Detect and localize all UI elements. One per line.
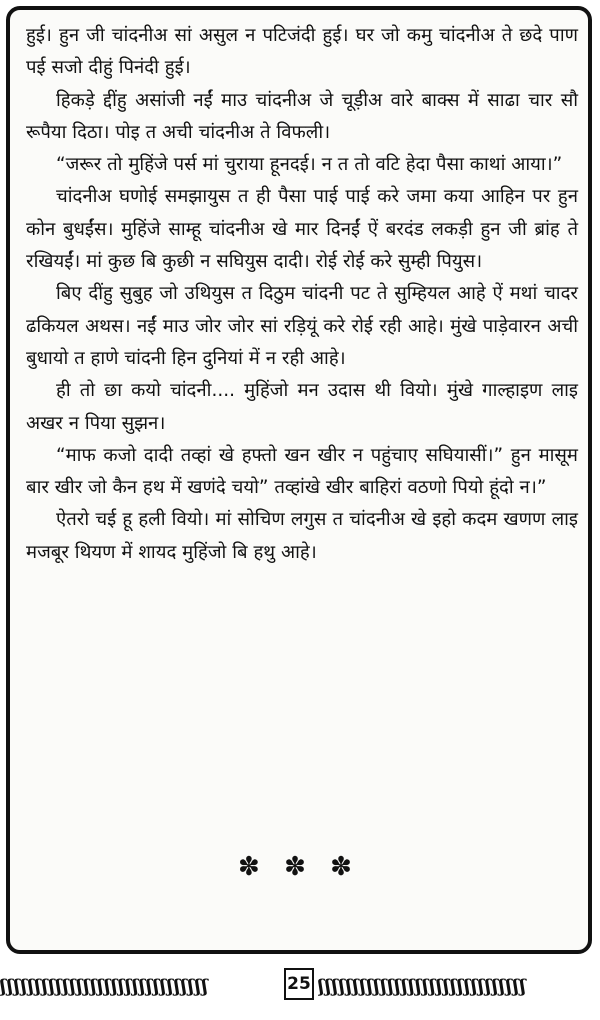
paragraph: चांदनीअ घणोई समझायुस त ही पैसा पाई पाई करे जमा कया आहिन पर हुन कोन बुधईंस। मुहिंजे साम्हू चांदनीअ खे मार दिनईं ऐं बरदंड लकड़ी हुन जी ब्रांह ते रखियईं। मां कुछ बि कुछी न सघियुस दादी। रोई रोई करे सुम्ही पियुस। bbox=[26, 186, 578, 273]
page-frame bbox=[6, 6, 592, 954]
paragraph: ही तो छा कयो चांदनी.... मुहिंजो मन उदास थी वियो। मुंखे गाल्हाइण लाइ अखर न पिया सुझन। bbox=[26, 380, 578, 434]
section-divider-icon: ✽ ✽ ✽ bbox=[238, 852, 360, 882]
paragraph: हुई। हुन जी चांदनीअ सां असुल न पटिजंदी हुई। घर जो कमु चांदनीअ ते छदे पाण पई सजो दीहुं पिनंदी हुई। bbox=[26, 25, 578, 79]
body-text bbox=[26, 20, 578, 569]
paragraph: “माफ कजो दादी तव्हां खे हफ्तो खन खीर न पहुंचाए सघियासीं।” हुन मासूम बार खीर जो कैन हथ में खणंदे चयो” तव्हांखे खीर बाहिरां वठणो पियो हूंदो न।” bbox=[26, 444, 578, 499]
paragraph: “जरूर तो मुहिंजे पर्स मां चुराया हूनदई। न त तो वटि हेदा पैसा काथां आया।” bbox=[56, 154, 563, 176]
paragraph: हिकड़े द्दींहु असांजी नईं माउ चांदनीअ जे चूड़ीअ वारे बाक्स में साढा चार सौ रूपैया दिठा। पोइ त अची चांदनीअ ते विफली। bbox=[26, 89, 578, 143]
paragraph: ऐतरो चई हू हली वियो। मां सोचिण लगुस त चांदनीअ खे इहो कदम खणण लाइ मजबूर थियण में शायद मुहिंजो बि हथु आहे। bbox=[26, 509, 578, 563]
paragraph: बिए दींहु सुबुह जो उथियुस त दिठुम चांदनी पट ते सुम्हियल आहे ऐं मथां चादर ढकियल अथस। नईं माउ जोर जोर सां रड़ियूं करे रोई रही आहे। मुंखे पाड़ेवारन अची बुधायो त हाणे चांदनी हिन दुनियां में न रही आहे। bbox=[26, 283, 578, 369]
page-number: 25 bbox=[284, 968, 314, 1000]
page-footer bbox=[0, 968, 600, 1004]
decorative-border-right: ʃʃʃʃʃʃʃʃʃʃʃʃʃʃʃʃʃʃʃʃʃʃʃʃʃʃʃʃʃʃ bbox=[318, 976, 527, 997]
decorative-border-left: ʃʃʃʃʃʃʃʃʃʃʃʃʃʃʃʃʃʃʃʃʃʃʃʃʃʃʃʃʃʃ bbox=[0, 976, 209, 997]
